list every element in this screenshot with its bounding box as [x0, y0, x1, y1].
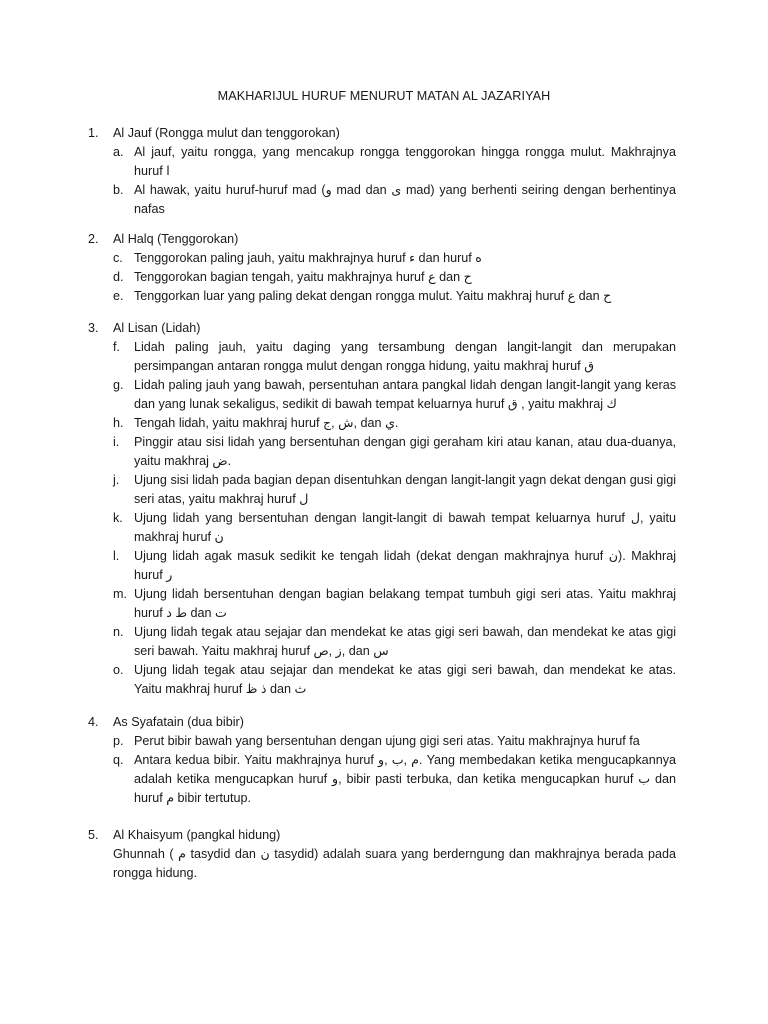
list-item-p [88, 732, 676, 751]
list-item-k [88, 509, 676, 547]
list-item-q [88, 751, 676, 808]
section-al-halq [88, 230, 676, 306]
list-item-l [88, 547, 676, 585]
item-letter: c. [113, 251, 123, 265]
item-text: Lidah paling jauh, yaitu daging yang tersambung dengan langit-langit dan merupakan persimpangan antaran rongga mulut dengan rongga hidung, yaitu makhraj huruf ق [134, 340, 676, 373]
section-title: Al Khaisyum (pangkal hidung) [113, 828, 281, 842]
item-text: Pinggir atau sisi lidah yang bersentuhan dengan gigi geraham kiri atau kanan, atau dua-duanya, yaitu makhraj ض. [134, 435, 676, 468]
section-heading [88, 826, 676, 845]
item-text: Tenggorkan luar yang paling dekat dengan rongga mulut. Yaitu makhraj huruf ع dan ح [134, 289, 612, 303]
item-letter: h. [113, 416, 124, 430]
item-list [88, 143, 676, 219]
item-list [88, 249, 676, 306]
item-text: Ujung lidah agak masuk sedikit ke tengah lidah (dekat dengan makhrajnya huruf ن). Makhraj huruf ر [134, 549, 677, 582]
item-text: Ujung lidah yang bersentuhan dengan langit-langit di bawah tempat keluarnya huruf ل, yaitu makhraj huruf ن [134, 511, 676, 544]
item-letter: p. [113, 734, 124, 748]
section-heading [88, 230, 676, 249]
section-heading [88, 713, 676, 732]
section-al-lisan [88, 319, 676, 699]
list-item-h [88, 414, 676, 433]
list-item-j [88, 471, 676, 509]
list-item-o [88, 661, 676, 699]
section-heading [88, 124, 676, 143]
item-text: Al jauf, yaitu rongga, yang mencakup rongga tenggorokan hingga rongga mulut. Makhrajnya huruf ا [134, 145, 676, 178]
item-text: Al hawak, yaitu huruf-huruf mad (و mad dan ى mad) yang berhenti seiring dengan berhentinya nafas [134, 183, 676, 216]
list-item-c [88, 249, 676, 268]
list-item-d [88, 268, 676, 287]
list-item-a [88, 143, 676, 181]
item-letter: i. [113, 435, 120, 449]
list-item-g [88, 376, 676, 414]
section-title: As Syafatain (dua bibir) [113, 715, 244, 729]
section-title: Al Jauf (Rongga mulut dan tenggorokan) [113, 126, 340, 140]
item-letter: g. [113, 378, 124, 392]
item-letter: f. [113, 340, 120, 354]
item-text: Ujung lidah tegak atau sejajar dan mendekat ke atas gigi seri bawah, dan mendekat ke atas gigi seri bawah. Yaitu makhraj huruf ز ,ص, dan س [134, 625, 676, 658]
item-letter: n. [113, 625, 124, 639]
item-text: Ujung lidah bersentuhan dengan bagian belakang tempat tumbuh gigi seri atas. Yaitu makhraj huruf ط د dan ت [134, 587, 676, 620]
list-item-i [88, 433, 676, 471]
item-text: Antara kedua bibir. Yaitu makhrajnya huruf م ,ب ,و. Yang membedakan ketika mengucapkannya adalah ketika mengucapkan huruf و, bibir pasti terbuka, dan ketika mengucapkan huruf ب dan huruf م bibir tertutup. [134, 753, 676, 805]
section-al-jauf [88, 124, 676, 219]
item-text: Ujung lidah tegak atau sejajar dan mendekat ke atas gigi seri bawah, dan mendekat ke atas. Yaitu makhraj huruf ذ ظ dan ث [134, 663, 676, 696]
section-number: 1. [88, 126, 99, 140]
item-letter: o. [113, 663, 124, 677]
item-text: Tengah lidah, yaitu makhraj huruf ش ,ج, dan ي. [134, 416, 399, 430]
item-text: Tenggorokan paling jauh, yaitu makhrajnya huruf ء dan huruf ه [134, 251, 482, 265]
section-paragraph: Ghunnah ( م tasydid dan ن tasydid) adalah suara yang berderngung dan makhrajnya berada pada rongga hidung. [113, 847, 676, 880]
item-text: Lidah paling jauh yang bawah, persentuhan antara pangkal lidah dengan langit-langit yang keras dan yang lunak sekaligus, sedikit di bawah tempat keluarnya huruf ق , yaitu makhraj ك [134, 378, 676, 411]
section-title: Al Halq (Tenggorokan) [113, 232, 239, 246]
item-letter: e. [113, 289, 124, 303]
section-number: 5. [88, 828, 99, 842]
item-letter: q. [113, 753, 124, 767]
section-heading [88, 319, 676, 338]
section-al-khaisyum [88, 826, 676, 883]
item-text: Ujung sisi lidah pada bagian depan disentuhkan dengan langit-langit yagn dekat dengan gusi gigi seri atas, yaitu makhraj huruf ل [134, 473, 676, 506]
item-letter: m. [113, 587, 127, 601]
item-letter: k. [113, 511, 123, 525]
section-number: 2. [88, 232, 99, 246]
item-text: Tenggorokan bagian tengah, yaitu makhrajnya huruf ع dan ح [134, 270, 472, 284]
item-letter: b. [113, 183, 124, 197]
item-letter: j. [113, 473, 120, 487]
section-number: 4. [88, 715, 99, 729]
list-item-b [88, 181, 676, 219]
list-item-f [88, 338, 676, 376]
item-text: Perut bibir bawah yang bersentuhan dengan ujung gigi seri atas. Yaitu makhrajnya huruf fa [134, 734, 640, 748]
item-letter: a. [113, 145, 124, 159]
item-list [88, 338, 676, 699]
document-title: MAKHARIJUL HURUF MENURUT MATAN AL JAZARIYAH [217, 89, 551, 103]
item-list [88, 732, 676, 808]
section-number: 3. [88, 321, 99, 335]
section-as-syafatain [88, 713, 676, 808]
list-item-e [88, 287, 676, 306]
section-title: Al Lisan (Lidah) [113, 321, 201, 335]
list-item-m [88, 585, 676, 623]
item-letter: d. [113, 270, 124, 284]
item-letter: l. [113, 549, 120, 563]
list-item-n [88, 623, 676, 661]
